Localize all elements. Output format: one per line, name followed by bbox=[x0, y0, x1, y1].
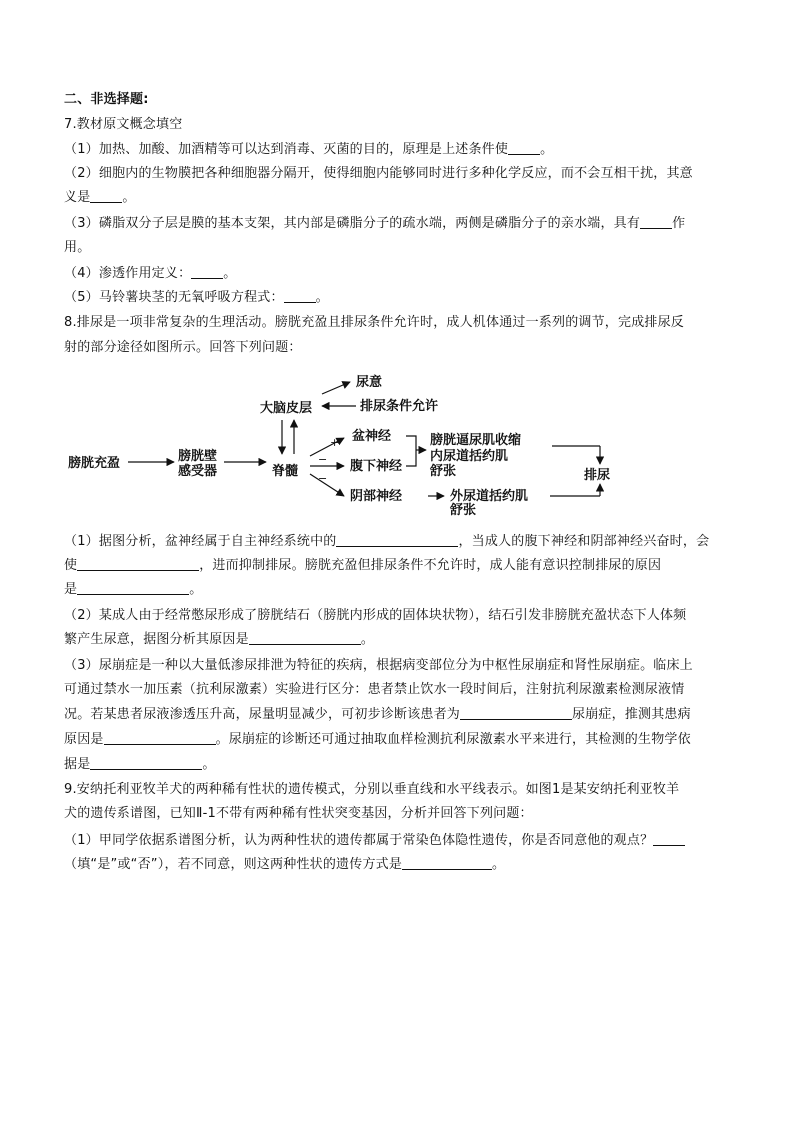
q8-sub1-line3 bbox=[64, 582, 202, 598]
node-pudendal-nerve: 阴部神经 bbox=[350, 489, 403, 504]
sign-plus: + bbox=[330, 436, 340, 449]
node-receptor-line1: 膀胱壁 bbox=[178, 449, 218, 464]
node-pelvic-nerve: 盆神经 bbox=[352, 429, 392, 444]
q7-sub2-end: 。 bbox=[122, 190, 136, 205]
q8-sub2-line1: （2）某成人由于经常憋尿形成了膀胱结石（膀胱内形成的固体块状物），结石引发非膀胱充盈状态下人体频 bbox=[64, 608, 687, 623]
node-receptor-line2: 感受器 bbox=[178, 464, 218, 479]
q8-sub2-line2 bbox=[64, 632, 374, 648]
q7-sub1-blank[interactable] bbox=[508, 142, 540, 155]
q8-sub1-blank1[interactable] bbox=[336, 534, 458, 547]
q9-sub1-blank2[interactable] bbox=[402, 857, 492, 870]
q8-sub1-line2 bbox=[64, 558, 661, 574]
q7-sub3-line1 bbox=[64, 216, 685, 232]
q8-sub2-blank[interactable] bbox=[249, 632, 361, 645]
node-spinal-cord: 脊髓 bbox=[272, 464, 299, 479]
node-external-sphincter-line1: 外尿道括约肌 bbox=[450, 489, 529, 504]
q7-sub3-line2: 用。 bbox=[64, 240, 91, 255]
node-external-sphincter-line2: 舒张 bbox=[450, 503, 477, 518]
node-internal-sphincter-line2: 舒张 bbox=[430, 464, 457, 479]
q8-sub3-line2: 可通过禁水一加压素（抗利尿激素）实验进行区分：患者禁止饮水一段时间后，注射抗利尿激素检测尿液情 bbox=[64, 682, 685, 697]
q9-sub1-line2 bbox=[64, 857, 505, 873]
q7-sub2-line2 bbox=[64, 190, 136, 206]
node-cerebral-cortex: 大脑皮层 bbox=[260, 401, 313, 416]
q9-sub1-pre: （1）甲同学依据系谱图分析，认为两种性状的遗传都属于常染色体隐性遗传，你是否同意他的观点？ bbox=[64, 833, 654, 848]
section-title: 二、非选择题: bbox=[64, 92, 149, 107]
q8-sub1-blank2[interactable] bbox=[77, 558, 199, 571]
q7-sub2-line1: （2）细胞内的生物膜把各种细胞器分隔开，使得细胞内能够同时进行多种化学反应，而不会互相干扰，其意 bbox=[64, 166, 693, 181]
q8-sub3-line5 bbox=[64, 757, 216, 773]
q9-intro-line1: 9.安纳托利亚牧羊犬的两种稀有性状的遗传模式，分别以垂直线和水平线表示。如图1是某安纳托利亚牧羊 bbox=[64, 782, 680, 797]
q8-sub3-blank3[interactable] bbox=[90, 757, 202, 770]
q7-sub4-blank[interactable] bbox=[191, 266, 223, 279]
node-condition-allowed: 排尿条件允许 bbox=[360, 399, 439, 414]
q8-sub3-line5-pre: 据是 bbox=[64, 757, 91, 772]
q7-sub4 bbox=[64, 266, 236, 282]
q8-sub1-line1 bbox=[64, 534, 709, 550]
q8-sub3-line5-end: 。 bbox=[202, 757, 216, 772]
node-urination-sense: 尿意 bbox=[356, 375, 383, 390]
q7-sub3-pre: （3）磷脂双分子层是膜的基本支架，其内部是磷脂分子的疏水端，两侧是磷脂分子的亲水端，具有 bbox=[64, 216, 641, 231]
q8-sub1-blank3[interactable] bbox=[77, 582, 189, 595]
q7-sub3-post: 作 bbox=[672, 216, 686, 231]
q8-sub2-end: 。 bbox=[360, 632, 375, 647]
bracket-pelvic-hypogastric bbox=[406, 436, 416, 466]
q7-title: 7.教材原文概念填空 bbox=[64, 117, 183, 132]
q7-sub2-pre: 义是 bbox=[64, 190, 91, 205]
sign-minus-hypogastric: − bbox=[318, 453, 328, 466]
node-urination: 排尿 bbox=[584, 468, 611, 483]
q9-sub1-blank1[interactable] bbox=[653, 833, 685, 846]
urination-reflex-diagram bbox=[60, 362, 630, 520]
q8-sub1-post: ，当成人的腹下神经和阴部神经兴奋时，会 bbox=[458, 534, 710, 549]
q8-sub1-line2-post: ，进而抑制排尿。膀胱充盈但排尿条件不允许时，成人能有意识控制排尿的原因 bbox=[199, 558, 662, 573]
q7-sub5-end: 。 bbox=[315, 290, 329, 305]
q9-intro-line2: 犬的遗传系谱图，已知Ⅱ-1不带有两种稀有性状突变基因，分析并回答下列问题： bbox=[64, 806, 533, 821]
q8-sub1-pre: （1）据图分析，盆神经属于自主神经系统中的 bbox=[64, 534, 337, 549]
q7-sub5-text: （5）马铃薯块茎的无氧呼吸方程式： bbox=[64, 290, 284, 305]
q8-sub2-pre: 繁产生尿意，据图分析其原因是 bbox=[64, 632, 249, 647]
q9-sub1-line2-end: 。 bbox=[492, 857, 506, 872]
q7-sub1 bbox=[64, 142, 553, 158]
q8-sub1-line2-pre: 使 bbox=[64, 558, 78, 573]
arrow-cortex-to-sense bbox=[322, 382, 350, 394]
sign-minus-pudendal: − bbox=[318, 472, 328, 485]
q7-sub4-text: （4）渗透作用定义： bbox=[64, 266, 192, 281]
q9-sub1-line2-pre: （填“是”或“否”），若不同意，则这两种性状的遗传方式是 bbox=[64, 857, 403, 872]
q8-sub3-blank2[interactable] bbox=[104, 732, 216, 745]
q8-sub3-line3 bbox=[64, 707, 691, 723]
q8-sub3-line3-post: 尿崩症，推测其患病 bbox=[572, 707, 691, 722]
q9-sub1-line1 bbox=[64, 833, 685, 849]
q7-sub4-end: 。 bbox=[223, 266, 237, 281]
q8-intro-line2: 射的部分途径如图所示。回答下列问题： bbox=[64, 340, 302, 355]
node-detrusor-contract: 膀胱逼尿肌收缩 bbox=[430, 433, 522, 448]
node-hypogastric-nerve: 腹下神经 bbox=[350, 459, 403, 474]
q8-sub3-line3-pre: 况。若某患者尿液渗透压升高，尿量明显减少，可初步诊断该患者为 bbox=[64, 707, 461, 722]
q8-sub3-blank1[interactable] bbox=[460, 707, 572, 720]
q8-sub3-line4 bbox=[64, 732, 691, 748]
q7-sub5-blank[interactable] bbox=[284, 290, 316, 303]
q8-sub3-line4-pre: 原因是 bbox=[64, 732, 104, 747]
q8-sub3-line4-post: 。尿崩症的诊断还可通过抽取血样检测抗利尿激素水平来进行，其检测的生物学依 bbox=[215, 732, 691, 747]
q8-sub3-line1: （3）尿崩症是一种以大量低渗尿排泄为特征的疾病，根据病变部位分为中枢性尿崩症和肾性尿崩症。临床上 bbox=[64, 658, 693, 673]
q7-sub1-end: 。 bbox=[540, 142, 554, 157]
q7-sub2-blank[interactable] bbox=[90, 190, 122, 203]
q8-sub1-line3-pre: 是 bbox=[64, 582, 78, 597]
q7-sub3-blank[interactable] bbox=[640, 216, 672, 229]
q7-sub5 bbox=[64, 290, 329, 306]
q7-sub1-text: （1）加热、加酸、加酒精等可以达到消毒、灭菌的目的，原理是上述条件使 bbox=[64, 142, 509, 157]
q8-sub1-line3-end: 。 bbox=[189, 582, 203, 597]
node-bladder-full: 膀胱充盈 bbox=[68, 456, 121, 471]
q8-intro-line1: 8.排尿是一项非常复杂的生理活动。膀胱充盈且排尿条件允许时，成人机体通过一系列的调节，完成排尿反 bbox=[64, 315, 685, 330]
node-internal-sphincter-line1: 内尿道括约肌 bbox=[430, 449, 509, 464]
